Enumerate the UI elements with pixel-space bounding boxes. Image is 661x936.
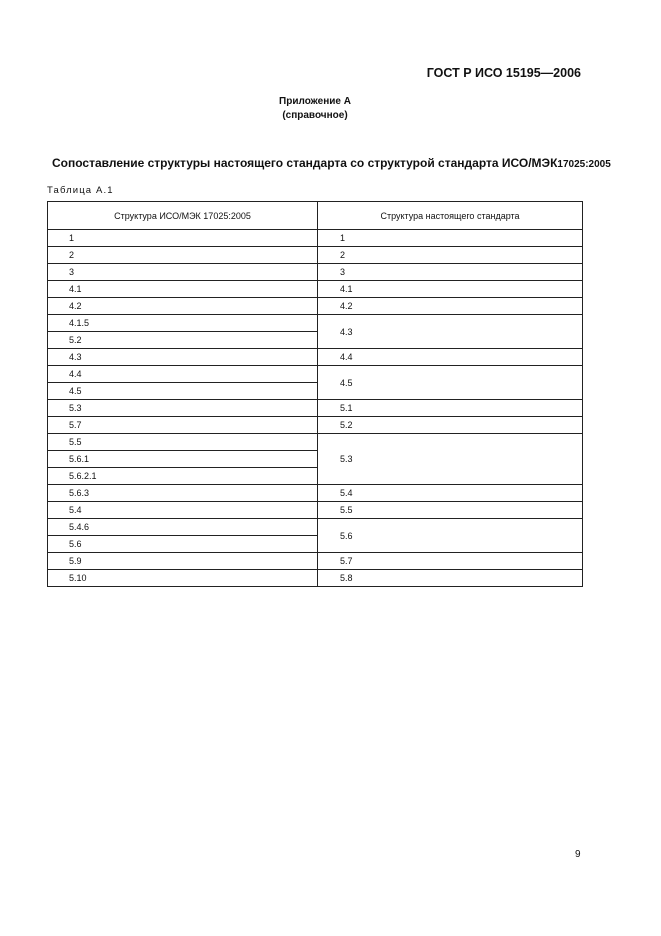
- cell-iso: 5.10: [48, 570, 318, 587]
- table-row: [48, 434, 583, 451]
- cell-iso: 4.2: [48, 298, 318, 315]
- table-row: [48, 417, 583, 434]
- table-row: [48, 400, 583, 417]
- appendix-title: Приложение А: [279, 96, 351, 107]
- section-title-suffix: 17025:2005: [557, 159, 611, 170]
- page-number: 9: [575, 849, 581, 860]
- cell-standard: 5.1: [318, 400, 583, 417]
- cell-iso: 4.4: [48, 366, 318, 383]
- cell-standard: 4.3: [318, 315, 583, 349]
- cell-standard: 3: [318, 264, 583, 281]
- table-row: [48, 264, 583, 281]
- cell-standard: 5.5: [318, 502, 583, 519]
- cell-iso: 5.9: [48, 553, 318, 570]
- cell-standard: 5.4: [318, 485, 583, 502]
- section-title-main: Сопоставление структуры настоящего стандарта со структурой стандарта ИСО/МЭК: [52, 156, 558, 170]
- cell-iso: 5.6.3: [48, 485, 318, 502]
- table-row: [48, 553, 583, 570]
- appendix-subtitle: (справочное): [282, 110, 348, 121]
- column-header-standard: Структура настоящего стандарта: [318, 202, 583, 230]
- cell-iso: 4.5: [48, 383, 318, 400]
- cell-iso: 3: [48, 264, 318, 281]
- comparison-table: [47, 201, 583, 587]
- cell-iso: 5.4: [48, 502, 318, 519]
- cell-standard: 5.8: [318, 570, 583, 587]
- table-header-row: [48, 202, 583, 230]
- table-row: [48, 366, 583, 383]
- cell-iso: 4.1: [48, 281, 318, 298]
- table-row: [48, 485, 583, 502]
- cell-iso: 5.5: [48, 434, 318, 451]
- cell-iso: 5.6.1: [48, 451, 318, 468]
- table-row: [48, 315, 583, 332]
- table-row: [48, 230, 583, 247]
- cell-standard: 4.5: [318, 366, 583, 400]
- cell-standard: 1: [318, 230, 583, 247]
- table-row: [48, 281, 583, 298]
- cell-standard: 4.4: [318, 349, 583, 366]
- table-row: [48, 247, 583, 264]
- cell-iso: 1: [48, 230, 318, 247]
- cell-iso: 4.3: [48, 349, 318, 366]
- cell-standard: 5.2: [318, 417, 583, 434]
- cell-standard: 4.2: [318, 298, 583, 315]
- cell-iso: 5.4.6: [48, 519, 318, 536]
- cell-standard: 5.6: [318, 519, 583, 553]
- cell-iso: 5.2: [48, 332, 318, 349]
- cell-iso: 5.6: [48, 536, 318, 553]
- document-header: ГОСТ Р ИСО 15195—2006: [426, 66, 581, 80]
- appendix-heading: [0, 95, 630, 123]
- table-row: [48, 502, 583, 519]
- table-row: [48, 570, 583, 587]
- table-row: [48, 298, 583, 315]
- cell-iso: 5.6.2.1: [48, 468, 318, 485]
- cell-iso: 5.7: [48, 417, 318, 434]
- table-row: [48, 349, 583, 366]
- cell-standard: 5.3: [318, 434, 583, 485]
- cell-iso: 2: [48, 247, 318, 264]
- table-caption: Таблица А.1: [47, 185, 114, 196]
- column-header-iso: Структура ИСО/МЭК 17025:2005: [48, 202, 318, 230]
- cell-iso: 4.1.5: [48, 315, 318, 332]
- cell-standard: 4.1: [318, 281, 583, 298]
- table-row: [48, 519, 583, 536]
- section-title: [52, 156, 611, 170]
- cell-standard: 2: [318, 247, 583, 264]
- cell-iso: 5.3: [48, 400, 318, 417]
- cell-standard: 5.7: [318, 553, 583, 570]
